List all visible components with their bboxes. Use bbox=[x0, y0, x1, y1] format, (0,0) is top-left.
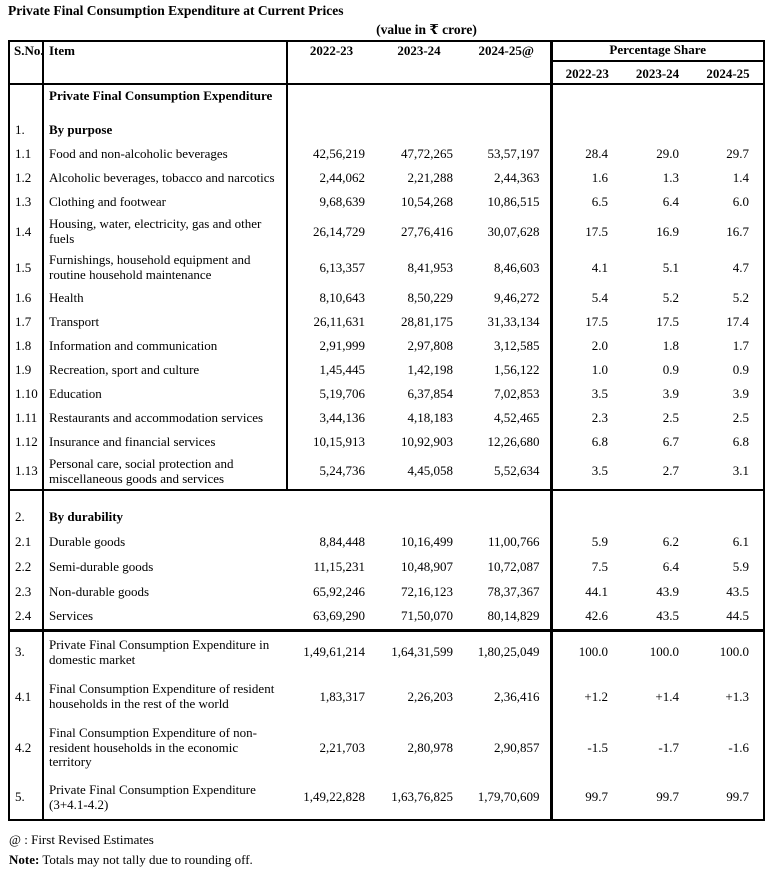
pct-2022-23-cell: 28.4 bbox=[551, 142, 622, 166]
value-2022-23-cell bbox=[287, 118, 375, 142]
value-2024-25-cell bbox=[463, 108, 551, 118]
item-cell: Personal care, social protection and miscellaneous goods and services bbox=[43, 454, 287, 490]
sno-cell: 1.4 bbox=[9, 214, 43, 250]
pct-2024-25-cell bbox=[693, 84, 764, 108]
table-row bbox=[9, 190, 764, 214]
pct-2023-24-cell: 43.9 bbox=[656, 584, 679, 600]
pct-2022-23-cell: 1.6 bbox=[551, 166, 622, 190]
pct-2022-23-cell: 6.5 bbox=[551, 190, 622, 214]
value-2022-23-cell bbox=[287, 504, 375, 530]
table-row bbox=[9, 166, 764, 190]
item-cell: Recreation, sport and culture bbox=[43, 358, 287, 382]
value-2023-24-cell: 2,97,808 bbox=[407, 337, 453, 353]
sno-cell: 1.5 bbox=[9, 250, 43, 286]
item-cell: Food and non-alcoholic beverages bbox=[43, 142, 287, 166]
pct-2023-24-cell: 29.0 bbox=[656, 145, 679, 161]
table-row bbox=[9, 720, 764, 776]
value-2024-25-cell: 9,46,272 bbox=[494, 289, 540, 305]
value-2024-25-cell: 2,44,363 bbox=[494, 169, 540, 185]
item-cell: Final Consumption Expenditure of non-resident households in the economic territory bbox=[49, 724, 257, 770]
value-2023-24-cell: 1,42,198 bbox=[407, 361, 453, 377]
value-2023-24-cell bbox=[375, 108, 463, 118]
pct-2022-23-cell: 3.5 bbox=[551, 382, 622, 406]
sno-cell bbox=[9, 108, 43, 118]
value-2022-23-cell: 10,15,913 bbox=[313, 433, 365, 449]
pct-2022-23-cell: 17.5 bbox=[551, 310, 622, 334]
value-2024-25-cell bbox=[463, 118, 551, 142]
value-2022-23-cell: 1,49,22,828 bbox=[303, 789, 365, 805]
table-row bbox=[9, 84, 764, 108]
table-row bbox=[9, 580, 764, 605]
sno-cell: 2.3 bbox=[9, 580, 43, 605]
value-2024-25-cell: 80,14,829 bbox=[487, 608, 540, 624]
pct-2022-23-cell: 6.8 bbox=[551, 430, 622, 454]
value-2023-24-cell bbox=[375, 490, 463, 504]
value-2024-25-cell: 1,56,122 bbox=[494, 361, 540, 377]
pct-2024-25-cell: 5.2 bbox=[732, 289, 749, 305]
value-2022-23-cell: 65,92,246 bbox=[313, 584, 365, 600]
item-cell: Non-durable goods bbox=[49, 584, 150, 600]
pct-2024-25-cell: 2.5 bbox=[732, 409, 749, 425]
value-2024-25-cell: 4,52,465 bbox=[494, 409, 540, 425]
pct-2022-23-cell: 5.4 bbox=[551, 286, 622, 310]
value-2022-23-cell bbox=[287, 490, 375, 504]
value-2023-24-cell: 28,81,175 bbox=[401, 313, 453, 329]
pct-2024-25-cell: 6.1 bbox=[732, 534, 749, 550]
table-row bbox=[9, 286, 764, 310]
sno-cell: 4.2 bbox=[9, 720, 43, 776]
pct-2023-24-cell: 0.9 bbox=[662, 361, 679, 377]
value-2023-24-cell bbox=[375, 84, 463, 108]
value-2023-24-cell: 72,16,123 bbox=[401, 584, 453, 600]
item-cell bbox=[43, 108, 287, 118]
pct-2023-24-cell: -1.7 bbox=[658, 739, 679, 755]
item-cell: Semi-durable goods bbox=[49, 559, 154, 575]
pct-2023-24-cell: 6.4 bbox=[662, 193, 679, 209]
value-2022-23-cell bbox=[287, 108, 375, 118]
item-cell: Education bbox=[43, 382, 287, 406]
value-2024-25-cell: 53,57,197 bbox=[487, 145, 540, 161]
value-2024-25-cell: 31,33,134 bbox=[487, 313, 540, 329]
item-cell: Health bbox=[43, 286, 287, 310]
value-2022-23-cell: 9,68,639 bbox=[319, 193, 365, 209]
spacer-row bbox=[9, 490, 764, 504]
value-2023-24-cell: 71,50,070 bbox=[401, 608, 453, 624]
sno-cell: 1.3 bbox=[9, 190, 43, 214]
pct-2023-24-cell: 1.8 bbox=[662, 337, 679, 353]
item-cell: Housing, water, electricity, gas and other fuels bbox=[43, 214, 287, 250]
value-2024-25-cell: 11,00,766 bbox=[487, 534, 540, 550]
sno-cell: 4.1 bbox=[9, 674, 43, 720]
pct-2023-24-cell: 17.5 bbox=[656, 313, 679, 329]
pct-2024-25-cell: 16.7 bbox=[726, 223, 749, 239]
item-cell: Restaurants and accommodation services bbox=[43, 406, 287, 430]
pct-2023-24-cell: 16.9 bbox=[656, 223, 679, 239]
sno-cell: 1.9 bbox=[9, 358, 43, 382]
item-cell: Information and communication bbox=[43, 334, 287, 358]
table-row bbox=[9, 555, 764, 580]
value-2024-25-cell: 1,80,25,049 bbox=[477, 644, 540, 660]
value-2022-23-cell: 8,84,448 bbox=[319, 534, 365, 550]
pct-2024-25-cell: 100.0 bbox=[719, 644, 749, 660]
sno-cell: 1.1 bbox=[9, 142, 43, 166]
item-cell: Final Consumption Expenditure of resident households in the rest of the world bbox=[49, 681, 275, 711]
value-2022-23-cell: 8,10,643 bbox=[319, 289, 365, 305]
value-2024-25-cell: 2,36,416 bbox=[494, 688, 540, 704]
page-title: Private Final Consumption Expenditure at Current Prices bbox=[8, 3, 344, 18]
item-cell: Alcoholic beverages, tobacco and narcotics bbox=[43, 166, 287, 190]
pct-2024-25-cell: 43.5 bbox=[726, 584, 749, 600]
spacer-row bbox=[9, 108, 764, 118]
pfce-table bbox=[8, 40, 765, 821]
pct-2022-23-cell: 17.5 bbox=[551, 214, 622, 250]
value-2024-25-cell: 78,37,367 bbox=[487, 584, 540, 600]
sno-cell bbox=[9, 490, 43, 504]
value-2022-23-cell: 5,24,736 bbox=[319, 463, 365, 479]
table-row bbox=[9, 250, 764, 286]
value-2024-25-cell: 10,86,515 bbox=[487, 193, 540, 209]
value-2024-25-cell: 3,12,585 bbox=[494, 337, 540, 353]
value-2022-23-cell: 5,19,706 bbox=[319, 385, 365, 401]
table-row bbox=[9, 605, 764, 630]
value-2024-25-cell: 5,52,634 bbox=[494, 463, 540, 479]
value-2022-23-cell: 3,44,136 bbox=[319, 409, 365, 425]
table-row bbox=[9, 674, 764, 720]
pct-2022-23-cell: 2.3 bbox=[551, 406, 622, 430]
item-cell: Clothing and footwear bbox=[43, 190, 287, 214]
value-2023-24-cell: 8,41,953 bbox=[407, 259, 453, 275]
table-row bbox=[9, 310, 764, 334]
item-cell: Insurance and financial services bbox=[43, 430, 287, 454]
pct-2024-25-cell bbox=[693, 490, 764, 504]
sno-cell: 1.13 bbox=[9, 454, 43, 490]
value-2024-25-cell bbox=[463, 84, 551, 108]
pct-2024-25-cell: 3.1 bbox=[732, 463, 749, 479]
pct-2024-25-cell: 99.7 bbox=[726, 789, 749, 805]
value-2024-25-cell bbox=[463, 504, 551, 530]
value-2024-25-cell: 30,07,628 bbox=[487, 223, 540, 239]
value-unit-caption: (value in ₹ crore) bbox=[376, 22, 477, 37]
table-row bbox=[9, 214, 764, 250]
pct-2022-23-cell: 7.5 bbox=[551, 555, 622, 580]
value-2022-23-cell: 11,15,231 bbox=[313, 559, 365, 575]
value-2022-23-cell bbox=[287, 84, 375, 108]
pct-2022-23-cell: 3.5 bbox=[551, 454, 622, 490]
sno-cell: 2.1 bbox=[9, 530, 43, 555]
pct-2023-24-cell: 6.7 bbox=[662, 433, 679, 449]
pct-2023-24-cell bbox=[622, 108, 693, 118]
value-2022-23-cell: 1,49,61,214 bbox=[303, 644, 365, 660]
section-totals bbox=[9, 630, 764, 820]
sno-cell: 2.4 bbox=[9, 605, 43, 630]
pct-2023-24-cell bbox=[622, 118, 693, 142]
item-cell: Private Final Consumption Expenditure (3+4.1-4.2) bbox=[49, 781, 256, 812]
value-2022-23-cell: 1,45,445 bbox=[319, 361, 365, 377]
pct-2022-23-cell: 100.0 bbox=[551, 630, 622, 674]
value-2023-24-cell: 1,64,31,599 bbox=[391, 644, 453, 660]
sno-cell: 1.10 bbox=[9, 382, 43, 406]
item-cell: Services bbox=[49, 608, 94, 624]
item-cell: By purpose bbox=[43, 118, 287, 142]
pct-2023-24-cell: 5.2 bbox=[662, 289, 679, 305]
sno-cell: 3. bbox=[9, 630, 43, 674]
pct-2024-25-cell bbox=[693, 118, 764, 142]
value-2022-23-cell: 63,69,290 bbox=[313, 608, 365, 624]
pct-2024-25-cell: 17.4 bbox=[726, 313, 749, 329]
table-row bbox=[9, 504, 764, 530]
pct-year-header-2024-25: 2024-25 bbox=[706, 65, 750, 81]
value-2023-24-cell: 47,72,265 bbox=[401, 145, 453, 161]
item-column-header: Item bbox=[43, 41, 287, 84]
value-2023-24-cell: 10,54,268 bbox=[401, 193, 453, 209]
value-year-header-2024-25: 2024-25@ bbox=[478, 43, 534, 58]
table-row bbox=[9, 382, 764, 406]
table-row bbox=[9, 430, 764, 454]
pct-2023-24-cell: 43.5 bbox=[656, 608, 679, 624]
pct-2022-23-cell: 5.9 bbox=[551, 530, 622, 555]
value-2023-24-cell: 2,26,203 bbox=[407, 688, 453, 704]
value-2024-25-cell: 10,72,087 bbox=[487, 559, 540, 575]
value-2023-24-cell: 8,50,229 bbox=[407, 289, 453, 305]
pct-2023-24-cell bbox=[622, 490, 693, 504]
table-row bbox=[9, 334, 764, 358]
value-2023-24-cell: 2,80,978 bbox=[407, 739, 453, 755]
value-year-header-2023-24: 2023-24 bbox=[397, 43, 441, 58]
value-2022-23-cell: 2,21,703 bbox=[319, 739, 365, 755]
sno-cell: 1.7 bbox=[9, 310, 43, 334]
section-by-durability bbox=[9, 490, 764, 630]
table-row bbox=[9, 118, 764, 142]
value-2024-25-cell: 8,46,603 bbox=[494, 259, 540, 275]
value-2023-24-cell: 10,48,907 bbox=[401, 559, 453, 575]
pct-2022-23-cell: 4.1 bbox=[551, 250, 622, 286]
pct-2024-25-cell: 6.0 bbox=[732, 193, 749, 209]
sno-cell bbox=[9, 84, 43, 108]
item-cell: Furnishings, household equipment and routine household maintenance bbox=[43, 250, 287, 286]
value-2022-23-cell: 2,91,999 bbox=[319, 337, 365, 353]
value-2023-24-cell bbox=[375, 118, 463, 142]
value-year-header-2022-23: 2022-23 bbox=[309, 43, 354, 58]
pct-2022-23-cell bbox=[551, 490, 622, 504]
item-cell bbox=[43, 490, 287, 504]
value-2022-23-cell: 6,13,357 bbox=[319, 259, 365, 275]
pct-2024-25-cell: -1.6 bbox=[728, 739, 749, 755]
note-label: Note: bbox=[9, 852, 40, 867]
pct-2023-24-cell: 99.7 bbox=[656, 789, 679, 805]
pct-2024-25-cell: +1.3 bbox=[725, 688, 749, 704]
table-row bbox=[9, 530, 764, 555]
value-2022-23-cell: 2,44,062 bbox=[319, 169, 365, 185]
item-cell: Private Final Consumption Expenditure in domestic market bbox=[49, 636, 270, 667]
table-row bbox=[9, 406, 764, 430]
value-2023-24-cell: 1,63,76,825 bbox=[391, 789, 453, 805]
value-2023-24-cell: 2,21,288 bbox=[407, 169, 453, 185]
pct-2024-25-cell: 1.7 bbox=[732, 337, 749, 353]
pct-2022-23-cell: 99.7 bbox=[551, 776, 622, 820]
section-by-purpose bbox=[9, 84, 764, 490]
pct-2024-25-cell: 3.9 bbox=[732, 385, 749, 401]
pct-2022-23-cell: -1.5 bbox=[551, 720, 622, 776]
pct-2022-23-cell: 42.6 bbox=[551, 605, 622, 630]
value-2023-24-cell bbox=[375, 504, 463, 530]
value-2023-24-cell: 6,37,854 bbox=[407, 385, 453, 401]
value-2023-24-cell: 10,92,903 bbox=[401, 433, 453, 449]
pct-2023-24-cell: 2.5 bbox=[662, 409, 679, 425]
header-row-1 bbox=[9, 41, 764, 61]
value-2024-25-cell: 1,79,70,609 bbox=[477, 789, 540, 805]
value-2023-24-cell: 10,16,499 bbox=[401, 534, 453, 550]
pct-2023-24-cell bbox=[622, 84, 693, 108]
note-text: Totals may not tally due to rounding off. bbox=[39, 852, 253, 867]
sno-cell: 1.11 bbox=[9, 406, 43, 430]
value-2024-25-cell: 7,02,853 bbox=[494, 385, 540, 401]
value-2024-25-cell: 2,90,857 bbox=[494, 739, 540, 755]
pct-2023-24-cell: +1.4 bbox=[655, 688, 679, 704]
footnote-revised-estimates: @ : First Revised Estimates bbox=[9, 832, 154, 847]
value-2022-23-cell: 1,83,317 bbox=[319, 688, 365, 704]
value-2022-23-cell: 42,56,219 bbox=[313, 145, 365, 161]
pct-2022-23-cell bbox=[551, 108, 622, 118]
value-2024-25-cell bbox=[463, 490, 551, 504]
pct-2023-24-cell: 1.3 bbox=[662, 169, 679, 185]
pct-2022-23-cell: 1.0 bbox=[551, 358, 622, 382]
sno-cell: 5. bbox=[9, 776, 43, 820]
pct-2023-24-cell: 6.4 bbox=[662, 559, 679, 575]
pct-year-header-2022-23: 2022-23 bbox=[551, 61, 622, 84]
pct-2023-24-cell bbox=[622, 504, 693, 530]
pct-2024-25-cell: 5.9 bbox=[732, 559, 749, 575]
value-2024-25-cell: 12,26,680 bbox=[487, 433, 540, 449]
table-row bbox=[9, 454, 764, 490]
table-header bbox=[9, 41, 764, 84]
pct-2023-24-cell: 2.7 bbox=[662, 463, 679, 479]
pct-2023-24-cell: 3.9 bbox=[662, 385, 679, 401]
pct-2024-25-cell: 29.7 bbox=[726, 145, 749, 161]
pct-2024-25-cell: 6.8 bbox=[732, 433, 749, 449]
pct-2024-25-cell: 44.5 bbox=[726, 608, 749, 624]
value-2022-23-cell: 26,14,729 bbox=[313, 223, 365, 239]
value-2023-24-cell: 4,45,058 bbox=[407, 463, 453, 479]
sno-cell: 2. bbox=[9, 504, 43, 530]
pct-2024-25-cell: 4.7 bbox=[732, 259, 749, 275]
sno-cell: 1.2 bbox=[9, 166, 43, 190]
pct-2023-24-cell: 100.0 bbox=[649, 644, 679, 660]
item-cell: Private Final Consumption Expenditure bbox=[43, 84, 287, 108]
pct-2024-25-cell: 0.9 bbox=[732, 361, 749, 377]
pct-2022-23-cell bbox=[551, 118, 622, 142]
value-2023-24-cell: 27,76,416 bbox=[401, 223, 453, 239]
pct-2023-24-cell: 6.2 bbox=[662, 534, 679, 550]
pct-year-header-2023-24: 2023-24 bbox=[635, 65, 680, 81]
sno-cell: 1.12 bbox=[9, 430, 43, 454]
value-2023-24-cell: 4,18,183 bbox=[407, 409, 453, 425]
item-cell: Transport bbox=[43, 310, 287, 334]
footnote-rounding bbox=[9, 852, 253, 868]
sno-column-header: S.No. bbox=[9, 41, 43, 84]
sno-cell: 1.6 bbox=[9, 286, 43, 310]
percentage-share-group-header: Percentage Share bbox=[551, 41, 764, 61]
item-cell: Durable goods bbox=[49, 534, 126, 550]
pct-2024-25-cell bbox=[693, 504, 764, 530]
table-row bbox=[9, 358, 764, 382]
pct-2022-23-cell: +1.2 bbox=[551, 674, 622, 720]
pct-2023-24-cell: 5.1 bbox=[662, 259, 679, 275]
value-2022-23-cell: 26,11,631 bbox=[313, 313, 365, 329]
table-row bbox=[9, 142, 764, 166]
sno-cell: 1.8 bbox=[9, 334, 43, 358]
item-cell: By durability bbox=[49, 508, 124, 524]
pct-2022-23-cell: 2.0 bbox=[551, 334, 622, 358]
pct-2022-23-cell bbox=[551, 504, 622, 530]
pct-2024-25-cell: 1.4 bbox=[732, 169, 749, 185]
sno-cell: 2.2 bbox=[9, 555, 43, 580]
pct-2022-23-cell bbox=[551, 84, 622, 108]
sno-cell: 1. bbox=[9, 118, 43, 142]
table-row bbox=[9, 776, 764, 820]
table-row bbox=[9, 630, 764, 674]
pct-2022-23-cell: 44.1 bbox=[551, 580, 622, 605]
pct-2024-25-cell bbox=[693, 108, 764, 118]
